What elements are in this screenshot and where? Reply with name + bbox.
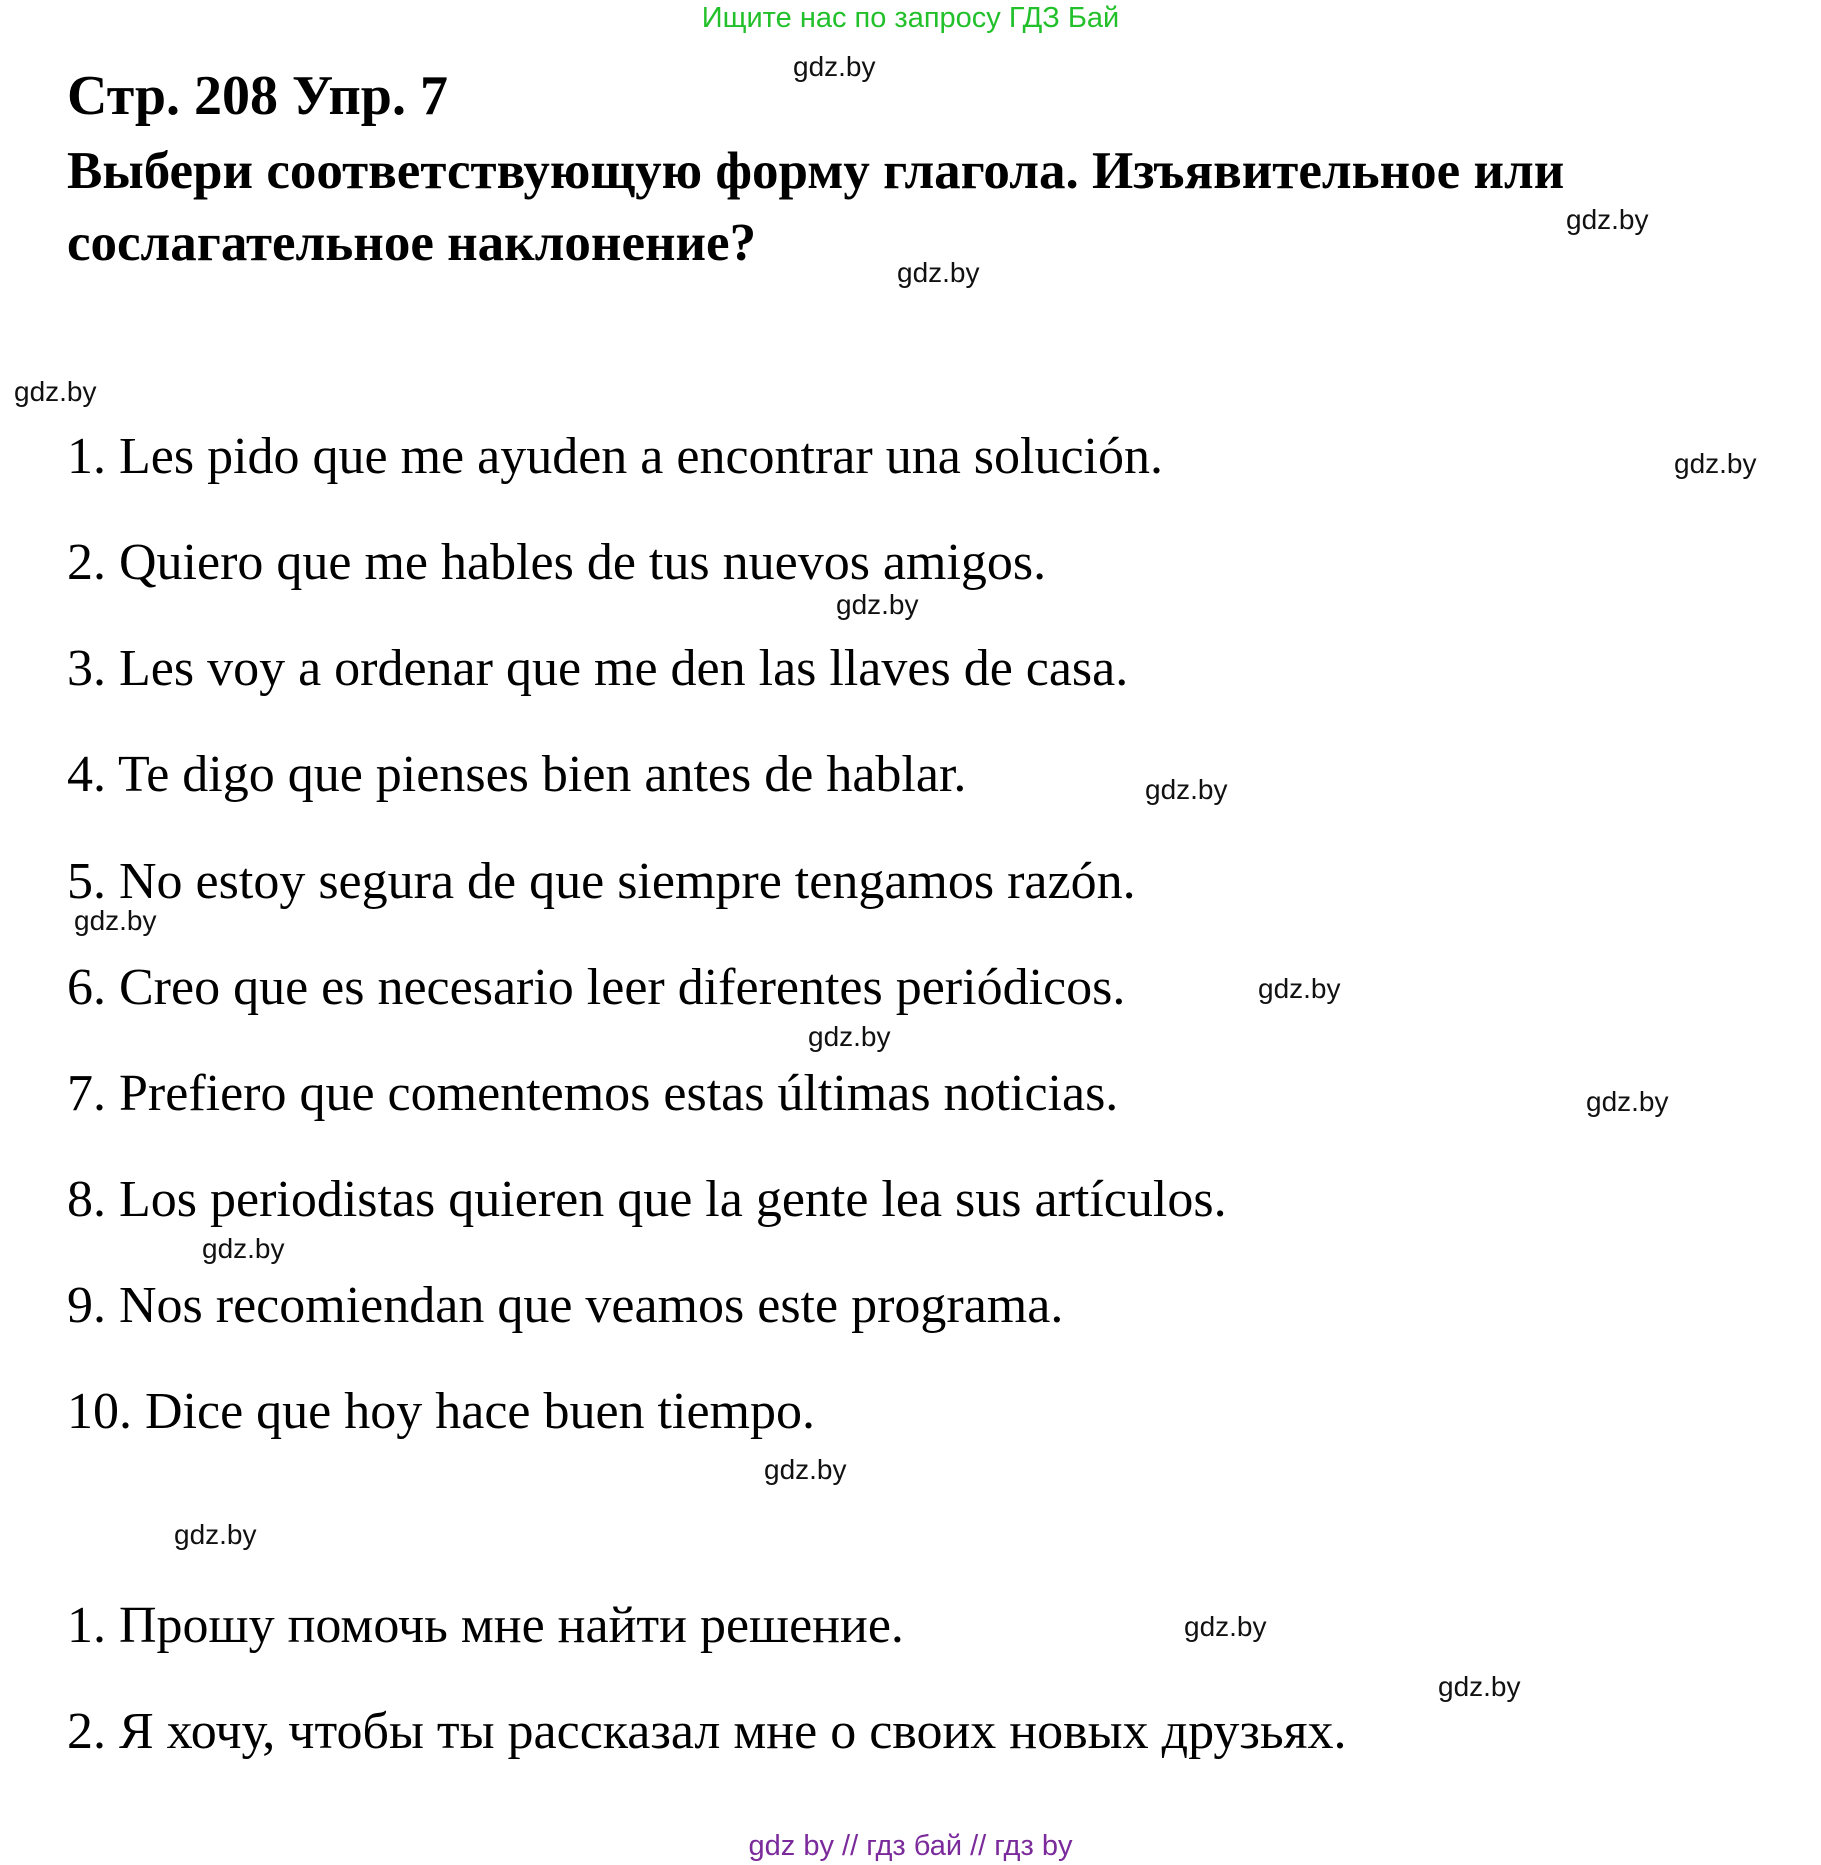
spanish-sentence-2: 2. Quiero que me hables de tus nuevos amigos. (67, 534, 1047, 591)
watermark: gdz.by (202, 1233, 285, 1264)
watermark: gdz.by (793, 51, 876, 82)
spanish-sentence-6: 6. Creo que es necesario leer diferentes periódicos. (67, 959, 1126, 1016)
spanish-sentence-8: 8. Los periodistas quieren que la gente lea sus artículos. (67, 1171, 1227, 1228)
spanish-sentence-9: 9. Nos recomiendan que veamos este programa. (67, 1277, 1064, 1334)
spanish-sentence-10: 10. Dice que hoy hace buen tiempo. (67, 1383, 815, 1440)
watermark: gdz.by (1438, 1671, 1521, 1702)
watermark: gdz.by (764, 1454, 847, 1485)
watermark: gdz.by (836, 589, 919, 620)
watermark: gdz.by (1258, 973, 1341, 1004)
watermark: gdz.by (1184, 1611, 1267, 1642)
task-instruction-line-2: сослагательное наклонение? (67, 214, 757, 272)
watermark: gdz.by (74, 905, 157, 936)
watermark: gdz.by (174, 1519, 257, 1550)
watermark: gdz.by (1145, 774, 1228, 805)
spanish-sentence-1: 1. Les pido que me ayuden a encontrar una solución. (67, 428, 1163, 485)
watermark: gdz.by (1586, 1086, 1669, 1117)
spanish-sentence-4: 4. Te digo que pienses bien antes de hablar. (67, 746, 967, 803)
footer-links: gdz by // гдз бай // гдз by (748, 1830, 1073, 1862)
page-title: Стр. 208 Упр. 7 (67, 65, 448, 127)
watermark: gdz.by (1566, 204, 1649, 235)
russian-sentence-1: 1. Прошу помочь мне найти решение. (67, 1597, 904, 1654)
spanish-sentence-7: 7. Prefiero que comentemos estas últimas noticias. (67, 1065, 1119, 1122)
task-instruction-line-1: Выбери соответствующую форму глагола. Изъявительное или (67, 142, 1565, 200)
watermark: gdz.by (1674, 448, 1757, 479)
watermark: gdz.by (14, 376, 97, 407)
spanish-sentence-3: 3. Les voy a ordenar que me den las llaves de casa. (67, 640, 1129, 697)
russian-sentence-2: 2. Я хочу, чтобы ты рассказал мне о своих новых друзьях. (67, 1703, 1347, 1760)
search-banner: Ищите нас по запросу ГДЗ Бай (701, 2, 1120, 34)
watermark: gdz.by (808, 1021, 891, 1052)
watermark: gdz.by (897, 257, 980, 288)
spanish-sentence-5: 5. No estoy segura de que siempre tengamos razón. (67, 853, 1136, 910)
